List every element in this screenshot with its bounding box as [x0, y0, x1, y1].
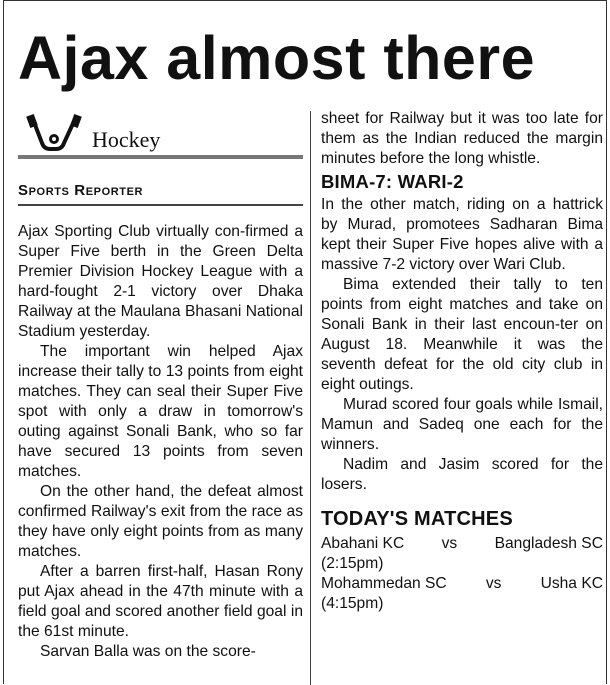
team-name: Usha KC [540, 575, 603, 592]
paragraph: Murad scored four goals while Ismail, Mamun and Sadeq one each for the winners. [321, 396, 603, 453]
team-name: Mohammedan SC [321, 575, 447, 592]
match-row [321, 574, 603, 594]
paragraph: Nadim and Jasim scored for the losers. [321, 456, 603, 493]
paragraph: On the other hand, the defeat almost confirmed Railway's exit from the race as they have only eight points from as many matches. [18, 483, 303, 560]
paragraph: Sarvan Balla was on the score- [40, 643, 256, 660]
headline: Ajax almost there [18, 24, 536, 92]
versus-label: vs [485, 575, 502, 592]
hockey-sticks-icon [18, 111, 90, 155]
match-row [321, 534, 603, 554]
section-underline [18, 155, 303, 159]
byline-rule [18, 204, 303, 206]
team-name: Abahani KC [321, 535, 405, 552]
byline: Sports Reporter [18, 182, 144, 199]
section-tag [18, 111, 303, 155]
match-time: (2:15pm) [321, 555, 384, 572]
paragraph-continued: sheet for Railway but it was too late for them as the Indian reduced the margin minutes before the long whistle. [321, 110, 603, 167]
article-page [3, 0, 607, 684]
paragraph: In the other match, riding on a hattrick by Murad, promotees Sadharan Bima kept their Super Five hopes alive with a massive 7-2 victory over Wari Club. [321, 196, 603, 273]
left-column [18, 111, 303, 662]
section-label: Hockey [92, 127, 161, 152]
paragraph: Ajax Sporting Club virtually con-firmed a Super Five berth in the Green Delta Premier Division Hockey League with a hard-fought 2-1 victory over Dhaka Railway at the Maulana Bhasani National Stadium yesterday. [18, 223, 303, 340]
match-time: (4:15pm) [321, 595, 384, 612]
right-column [321, 109, 603, 614]
todays-matches-heading: TODAY'S MATCHES [321, 508, 513, 530]
column-divider [310, 111, 311, 685]
paragraph: The important win helped Ajax increase their tally to 13 points from eight matches. They can seal their Super Five spot with only a draw in tomorrow's outing against Sonali Bank, who so far have secured 13 points from seven matches. [18, 343, 303, 480]
team-name: Bangladesh SC [494, 535, 603, 552]
versus-label: vs [441, 535, 458, 552]
paragraph: Bima extended their tally to ten points from eight matches and take on Sonali Bank in their last encoun-ter on August 18. Meanwhile it was the seventh defeat for the old city club in eight outings. [321, 276, 603, 393]
paragraph: After a barren first-half, Hasan Rony put Ajax ahead in the 47th minute with a field goal and scored another field goal in the 61st minute. [18, 563, 303, 640]
subheading: BIMA-7: WARI-2 [321, 171, 464, 192]
